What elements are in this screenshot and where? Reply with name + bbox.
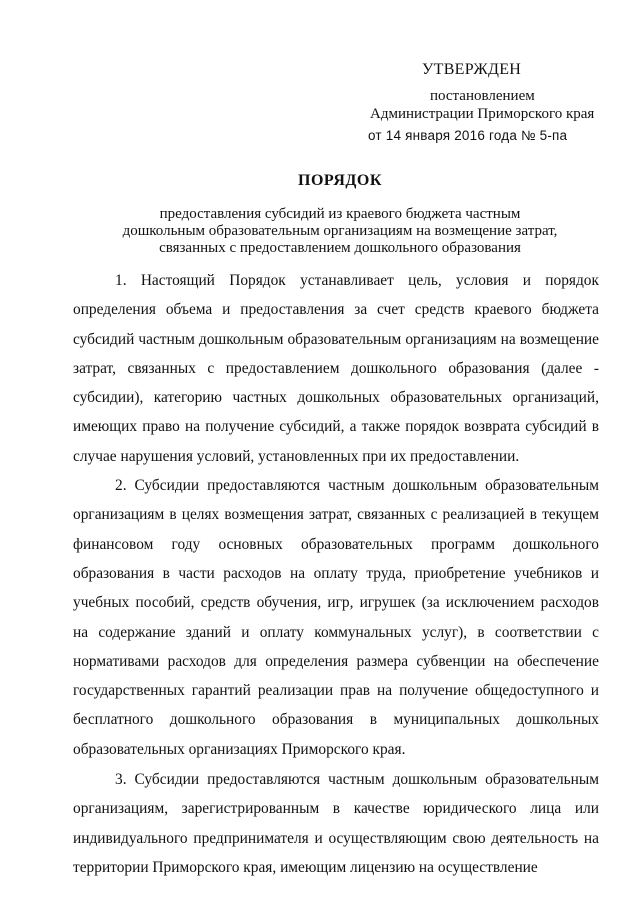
document-title: ПОРЯДОК [298,172,382,189]
document-body [73,266,599,882]
approval-title: УТВЕРЖДЕН [422,61,522,78]
document-subtitle [0,206,640,257]
approval-line-2: Администрации Приморского края [370,106,595,122]
subtitle-line: предоставления субсидий из краевого бюджета частным [159,206,521,222]
paragraph-3: 3. Субсидии предоставляются частным дошкольным образовательным организациям, зарегистрированным в качестве юридического лица или индивидуального предпринимателя и осуществляющим свою деятельность на территории Приморского края, имеющим лицензию на осуществление [73,771,599,876]
paragraph-1: 1. Настоящий Порядок устанавливает цель, условия и порядок определения объема и предоставления за счет средств краевого бюджета субсидий частным дошкольным образовательным организациям на возмещение затрат, связанных с предоставлением дошкольного образования (далее - субсидии), категорию частных дошкольных образовательных организаций, имеющих право на получение субсидий, а также порядок возврата субсидий в случае нарушения условий, установленных при их предоставлении. [73,272,599,465]
subtitle-line: связанных с предоставлением дошкольного образования [159,240,521,256]
paragraph-2: 2. Субсидии предоставляются частным дошкольным образовательным организациям в целях возмещения затрат, связанных с реализацией в текущем финансовом году основных образовательных программ дошкольного образования в части расходов на оплату труда, приобретение учебников и учебных пособий, средств обучения, игр, игрушек (за исключением расходов на содержание зданий и оплату коммунальных услуг), в соответствии с нормативами расходов для определения размера субвенции на обеспечение государственных гарантий реализации прав на получение общедоступного и бесплатного дошкольного образования в муниципальных дошкольных образовательных организациях Приморского края. [73,477,599,758]
subtitle-line: дошкольным образовательным организациям на возмещение затрат, [122,223,558,239]
approval-line-3: от 14 января 2016 года № 5-па [368,128,568,143]
approval-line-1: постановлением [430,88,535,104]
